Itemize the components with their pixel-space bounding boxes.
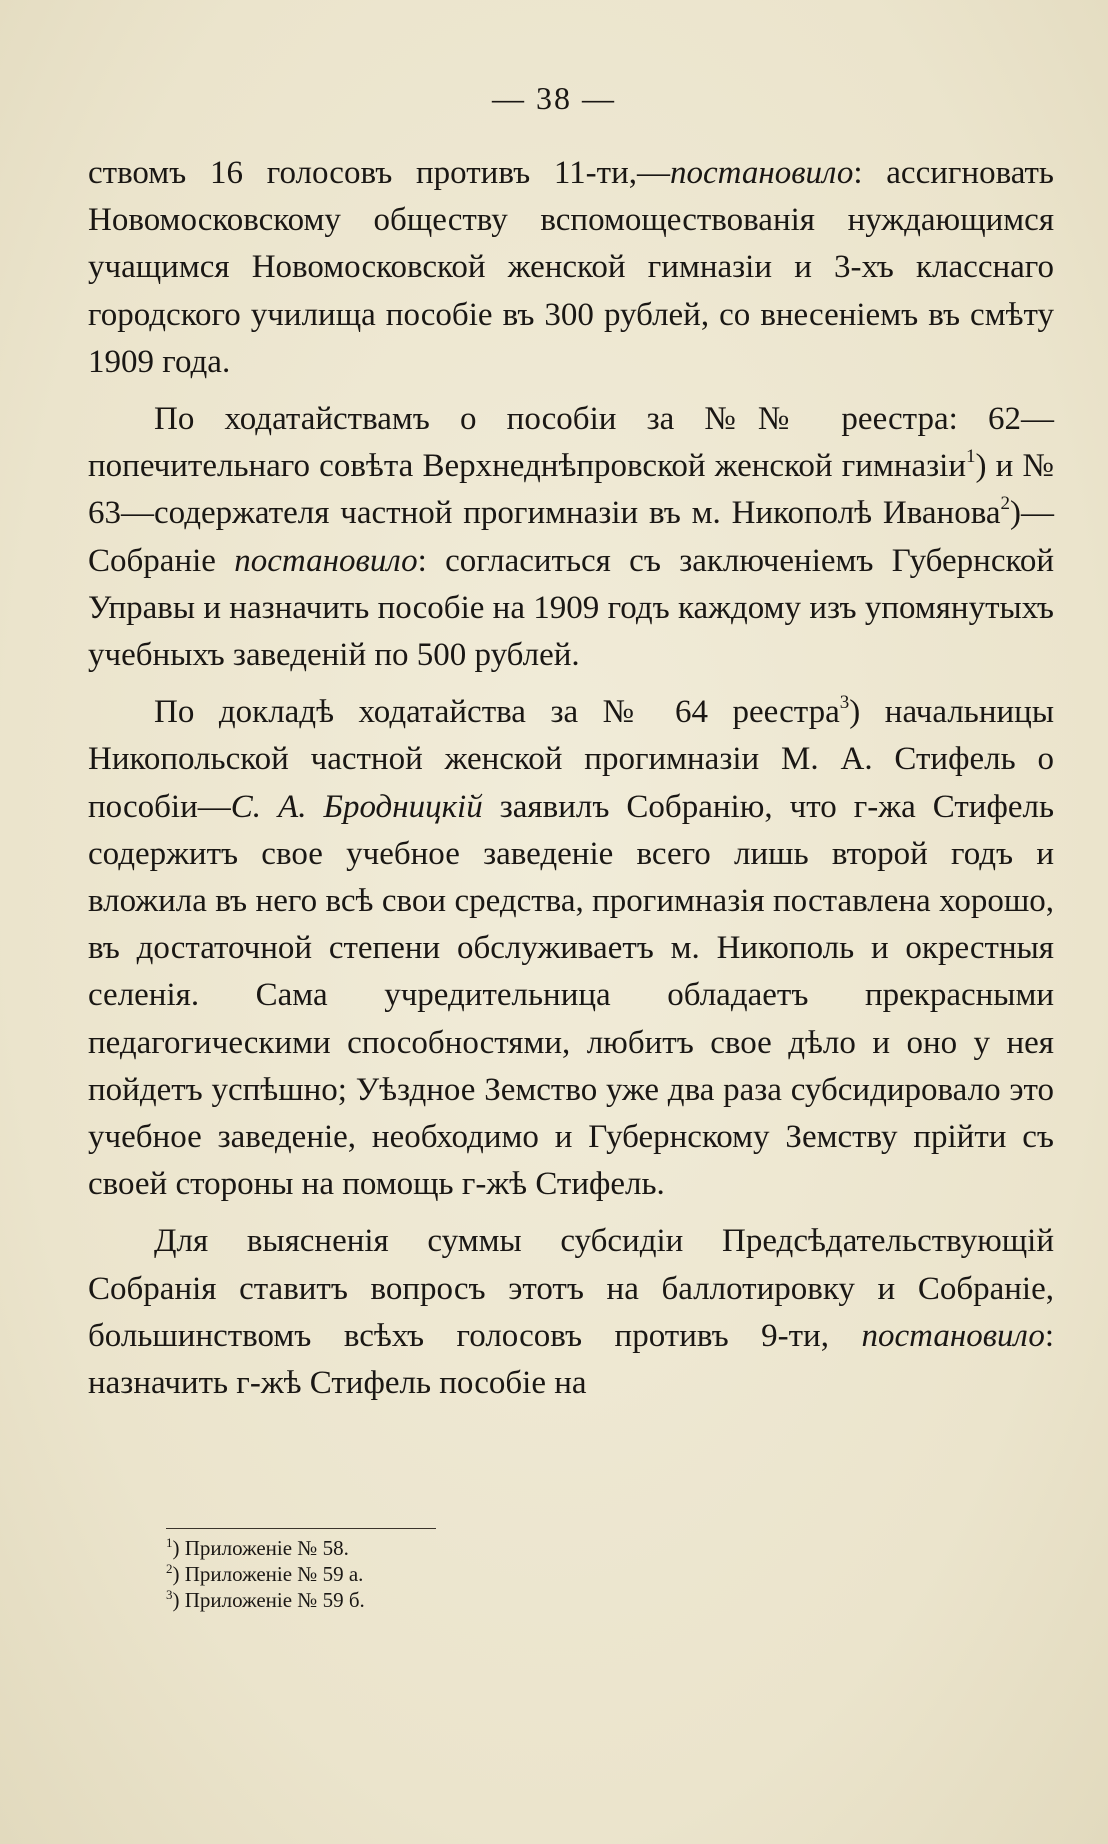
footnote-text: ) Приложеніе № 59 б. (172, 1588, 365, 1612)
paragraph (88, 150, 1054, 386)
italic-phrase: постановило (669, 155, 854, 191)
paragraph-text: заявилъ Собранію, что г-жа Стифель содержитъ свое учебное заведеніе всего лишь второй годъ и вложила въ него всѣ свои средства, прогимназія поставлена хорошо, въ достаточной степени обслуживаетъ м. Никополь и окрестныя селенія. Сама учредительница обладаетъ прекрасными педагогическими способностями, любитъ свое дѣло и оно у нея пойдетъ успѣшно; Уѣздное Земство уже два раза субсидировало это учебное заведеніе, необходимо и Губернскому Земству прійти съ своей стороны на помощь г-жѣ Стифель. (88, 788, 1054, 1203)
footnote (166, 1535, 365, 1561)
footnote-mark: 2 (166, 1561, 173, 1576)
italic-phrase: С. А. Бродницкій (230, 788, 483, 825)
paragraph-text: : ассигновать Новомосковскому обществу вспомоществованія нуждающимся учащимся Новомосковской женской гимназіи и 3-хъ класснаго городского училища пособіе въ 300 рублей, со внесеніемъ въ смѣту 1909 года. (88, 155, 1054, 380)
footnote-mark: 3 (166, 1587, 173, 1602)
paragraph-text: : назначить г-жѣ Стифель пособіе на (88, 1317, 1054, 1402)
footnote-text: ) Приложеніе № 58. (172, 1536, 349, 1560)
footnote-reference: 2 (1000, 493, 1010, 515)
paragraph-text: : согласиться съ заключеніемъ Губернской Управы и назначить пособіе на 1909 годъ каждому изъ упомянутыхъ учебныхъ заведеній по 500 рублей. (88, 542, 1054, 674)
paragraph (88, 396, 1054, 679)
footnote (166, 1587, 365, 1613)
footnote (166, 1561, 365, 1587)
paragraph-text: ) и № 63—содержателя частной прогимназіи въ м. Никополѣ Иванова (88, 448, 1054, 532)
footnote-mark: 1 (166, 1535, 173, 1550)
paragraph (88, 689, 1054, 1208)
footnotes (166, 1535, 365, 1613)
body-text (88, 150, 1054, 1407)
italic-phrase: постановило (861, 1317, 1045, 1354)
paragraph-text: По докладѣ ходатайства за № 64 реестра (154, 694, 840, 731)
paragraph-text: ) начальницы Никопольской частной женской прогимназіи М. А. Стифель о пособіи— (88, 694, 1054, 825)
footnote-text: ) Приложеніе № 59 а. (172, 1562, 364, 1586)
footnote-reference: 1 (966, 446, 976, 468)
italic-phrase: постановило (234, 542, 418, 579)
paragraph-text: )—Собраніе (88, 495, 1054, 579)
paragraph-text: Для выясненія суммы субсидіи Предсѣдательствующій Собранія ставитъ вопросъ этотъ на баллотировку и Собраніе, большинствомъ всѣхъ голосовъ противъ 9-ти, (88, 1223, 1054, 1354)
paragraph (88, 1218, 1054, 1407)
paragraph-text: По ходатайствамъ о пособіи за №№ реестра: 62—попечительнаго совѣта Верхнеднѣпровской женской гимназіи (88, 401, 1054, 485)
footnote-divider (166, 1528, 436, 1529)
paragraph-text: ствомъ 16 голосовъ противъ 11-ти,— (88, 155, 670, 191)
page-number: — 38 — (492, 80, 616, 116)
footnote-reference: 3 (839, 692, 850, 714)
